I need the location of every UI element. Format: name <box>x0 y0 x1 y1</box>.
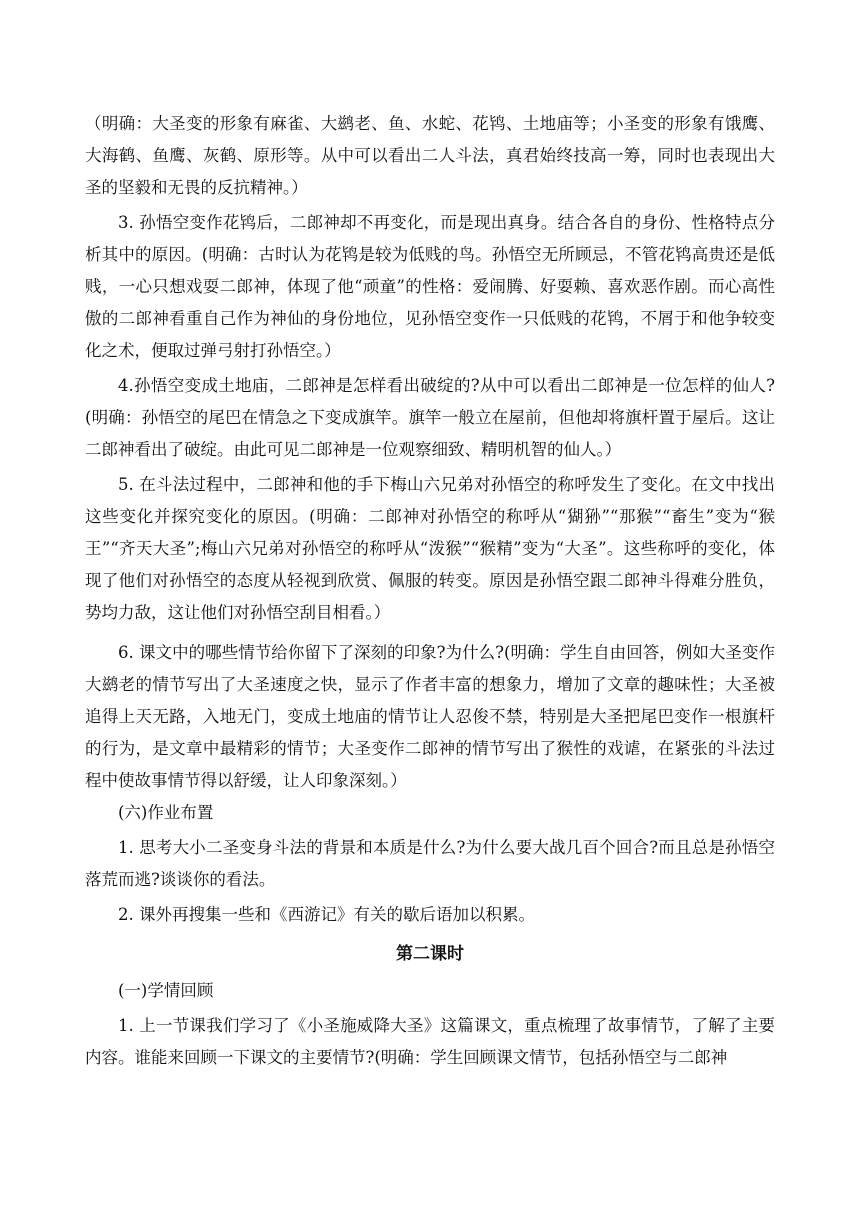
homework-item-2: 2. 课外再搜集一些和《西游记》有关的歇后语加以积累。 <box>118 905 535 924</box>
paragraph-question-6: 6. 课文中的哪些情节给你留下了深刻的印象?为什么?(明确：学生自由回答，例如大圣变作大鹚老的情节写出了大圣速度之快，显示了作者丰富的想象力，增加了文章的趣味性；大圣被追得上天无路，入地无门，变成土地庙的情节让人忍俊不禁，特别是大圣把尾巴变作一根旗杆的行为，是文章中最精彩的情节；大圣变作二郎神的情节写出了猴性的戏谑，在紧张的斗法过程中使故事情节得以舒缓，让人印象深刻。） <box>85 643 775 790</box>
paragraph-question-4: 4.孙悟空变成土地庙，二郎神是怎样看出破绽的?从中可以看出二郎神是一位怎样的仙人?(明确：孙悟空的尾巴在情急之下变成旗竿。旗竿一般立在屋前，但他却将旗杆置于屋后。这让二郎神看出了破绽。由此可见二郎神是一位观察细致、精明机智的仙人。） <box>85 376 775 459</box>
review-item-1: 1. 上一节课我们学习了《小圣施威降大圣》这篇课文，重点梳理了故事情节，了解了主要内容。谁能来回顾一下课文的主要情节?(明确：学生回顾课文情节，包括孙悟空与二郎神 <box>85 1016 775 1067</box>
lesson-title: 第二课时 <box>396 944 464 964</box>
document-page <box>85 108 775 1074</box>
section-heading-review: (一)学情回顾 <box>118 981 214 1000</box>
paragraph-question-3: 3. 孙悟空变作花鸨后，二郎神却不再变化，而是现出真身。结合各自的身份、性格特点分析其中的原因。(明确：古时认为花鸨是较为低贱的鸟。孙悟空无所顾忌，不管花鸨高贵还是低贱，一心只想戏耍二郎神，体现了他“顽童”的性格：爱闹腾、好耍赖、喜欢恶作剧。而心高性傲的二郎神看重自己作为神仙的身份地位，见孙悟空变作一只低贱的花鸨，不屑于和他争较变化之术，便取过弹弓射打孙悟空。） <box>85 213 775 360</box>
paragraph-answer-transformations: （明确：大圣变的形象有麻雀、大鹚老、鱼、水蛇、花鸨、土地庙等；小圣变的形象有饿鹰、大海鹤、鱼鹰、灰鹤、原形等。从中可以看出二人斗法，真君始终技高一筹，同时也表现出大圣的坚毅和无畏的反抗精神。） <box>85 114 775 197</box>
homework-item-1: 1. 思考大小二圣变身斗法的背景和本质是什么?为什么要大战几百个回合?而且总是孙悟空落荒而逃?谈谈你的看法。 <box>85 838 775 889</box>
paragraph-question-5: 5. 在斗法过程中，二郎神和他的手下梅山六兄弟对孙悟空的称呼发生了变化。在文中找出这些变化并探究变化的原因。(明确：二郎神对孙悟空的称呼从“猢狲”“那猴”“畜生”变为“猴王”“齐天大圣”;梅山六兄弟对孙悟空的称呼从“泼猴”“猴精”变为“大圣”。这些称呼的变化，体现了他们对孙悟空的态度从轻视到欣赏、佩服的转变。原因是孙悟空跟二郎神斗得难分胜负，势均力敌，这让他们对孙悟空刮目相看。） <box>85 475 776 622</box>
section-heading-homework: (六)作业布置 <box>118 803 214 822</box>
